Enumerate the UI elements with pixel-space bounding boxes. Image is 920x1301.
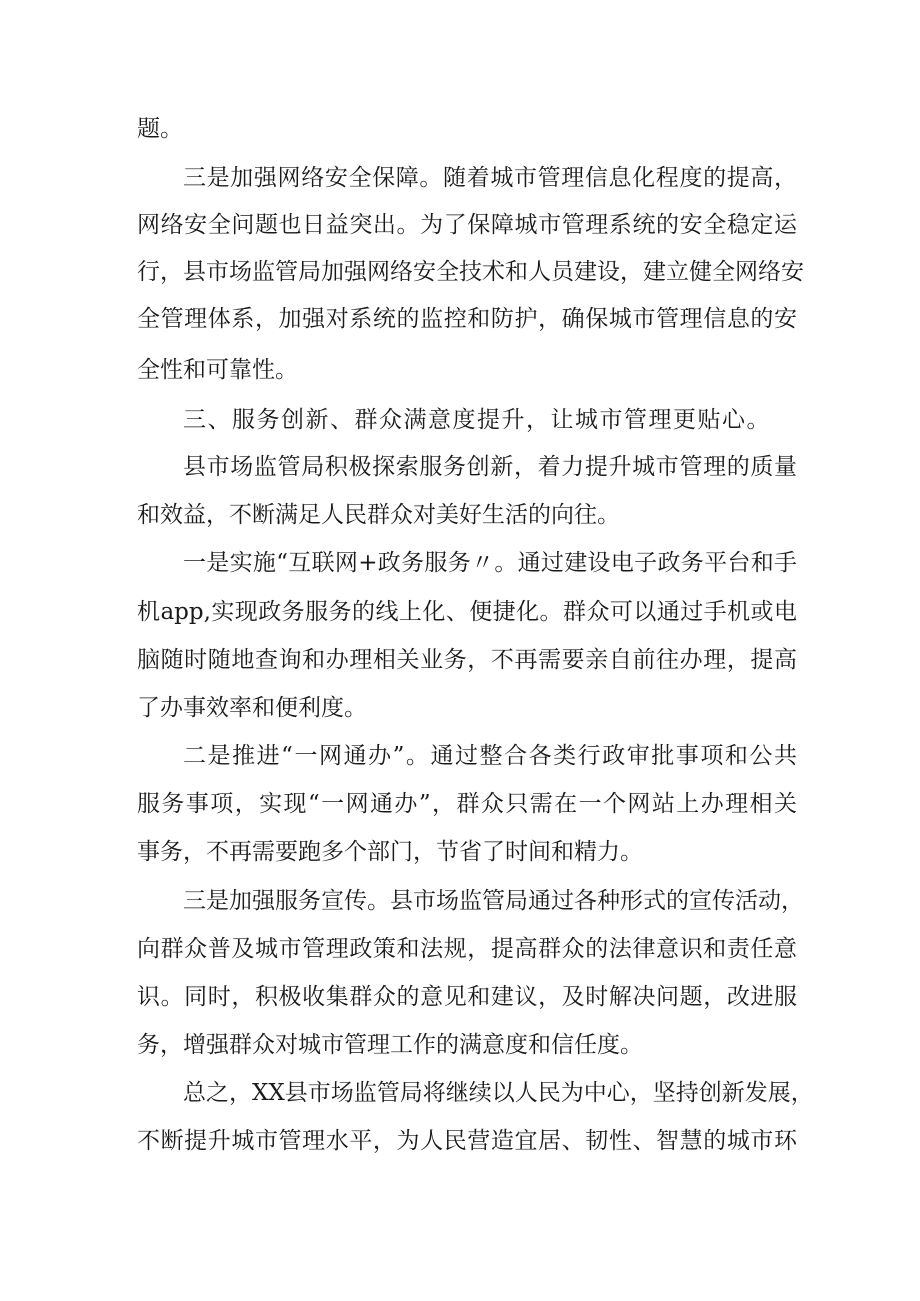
text-line: 网络安全问题也日益突出。为了保障城市管理系统的安全稳定运 xyxy=(137,212,797,238)
text-line: 和效益，不断满足人民群众对美好生活的向往。 xyxy=(137,502,620,528)
text-line: 总之，XX县市场监管局将继续以人民为中心，坚持创新发展， xyxy=(183,1080,814,1106)
text-line: 了办事效率和便利度。 xyxy=(137,695,367,721)
text-line: 县市场监管局积极探索服务创新，着力提升城市管理的质量 xyxy=(183,454,797,480)
text-line: 全管理体系，加强对系统的监控和防护，确保城市管理信息的安 xyxy=(137,306,797,332)
text-line: 不断提升城市管理水平，为人民营造宜居、韧性、智慧的城市环 xyxy=(137,1128,797,1154)
text-line: 三是加强网络安全保障。随着城市管理信息化程度的提高， xyxy=(183,165,797,191)
section-heading: 三、服务创新、群众满意度提升，让城市管理更贴心。 xyxy=(183,407,771,433)
text-line: 事务，不再需要跑多个部门，节省了时间和精力。 xyxy=(137,839,643,865)
text-line: 二是推进“一网通办”。通过整合各类行政审批事项和公共 xyxy=(183,743,797,769)
text-line: 全性和可靠性。 xyxy=(137,357,298,383)
text-line: 向群众普及城市管理政策和法规，提高群众的法律意识和责任意 xyxy=(137,936,797,962)
text-line: 一是实施“互联网+政务服务〃。通过建设电子政务平台和手 xyxy=(183,550,797,576)
text-line: 务，增强群众对城市管理工作的满意度和信任度。 xyxy=(137,1032,643,1058)
text-line: 识。同时，积极收集群众的意见和建议，及时解决问题，改进服 xyxy=(137,984,797,1010)
text-line: 机app,实现政务服务的线上化、便捷化。群众可以通过手机或电 xyxy=(137,599,797,625)
text-line: 行，县市场监管局加强网络安全技术和人员建设，建立健全网络安 xyxy=(137,259,804,285)
text-line: 三是加强服务宣传。县市场监管局通过各种形式的宣传活动， xyxy=(183,888,804,914)
text-line: 题。 xyxy=(137,116,183,142)
text-line: 服务事项，实现“一网通办”，群众只需在一个网站上办理相关 xyxy=(137,791,797,817)
text-line: 脑随时随地查询和办理相关业务，不再需要亲自前往办理，提高 xyxy=(137,647,797,673)
